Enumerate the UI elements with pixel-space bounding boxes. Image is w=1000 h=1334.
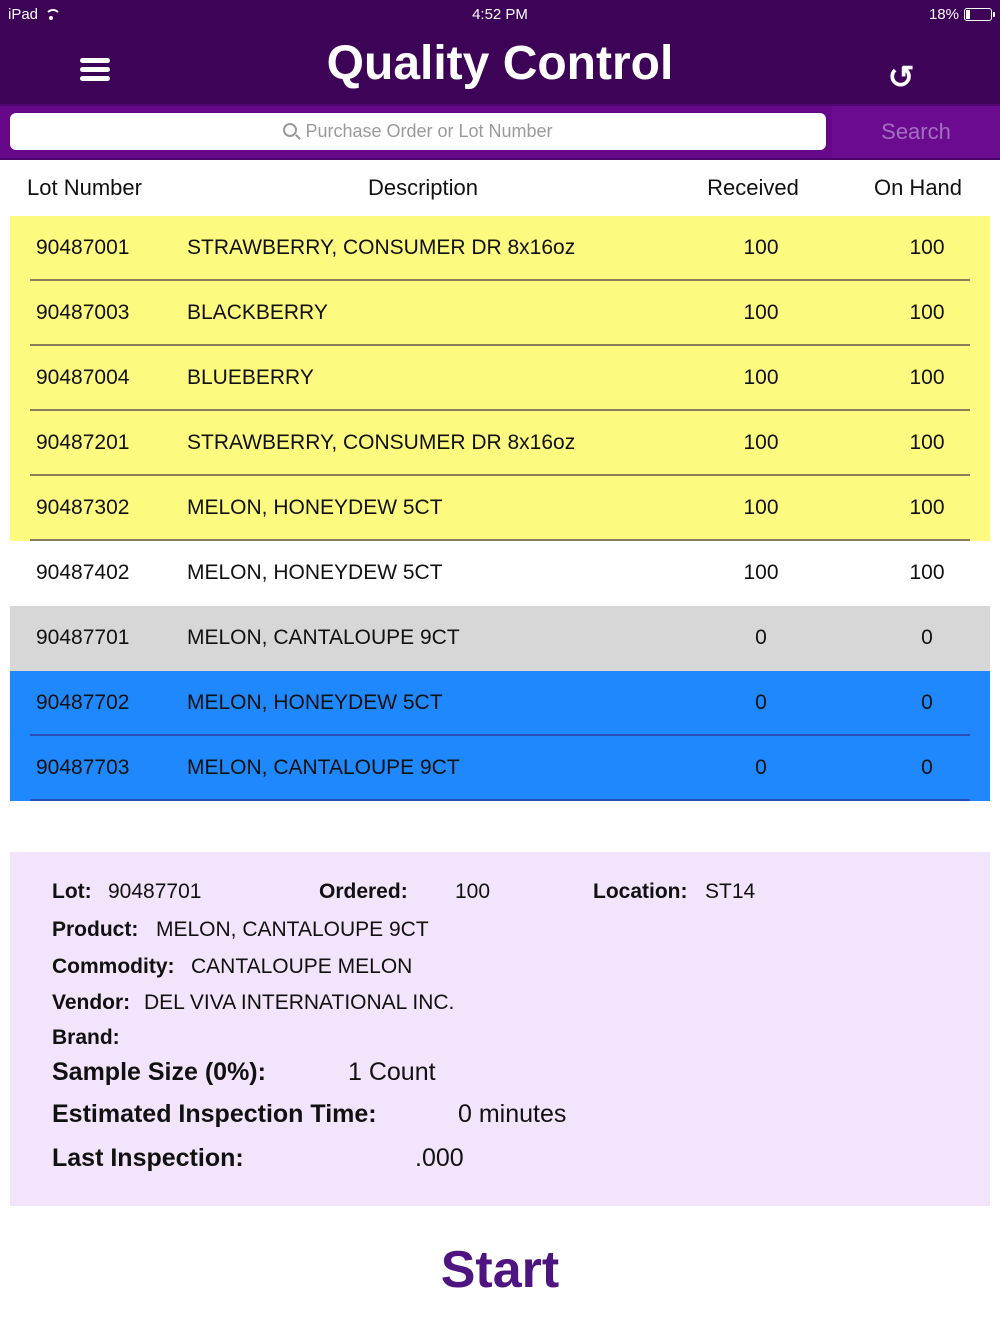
- column-header-description: Description: [367, 175, 479, 200]
- lot-label: Lot:: [52, 880, 92, 903]
- cell-lot-number: 90487703: [36, 756, 130, 779]
- cell-on-hand: 100: [909, 561, 945, 584]
- table-row[interactable]: [10, 671, 990, 736]
- device-name: iPad: [8, 6, 39, 23]
- cell-lot-number: 90487402: [36, 561, 130, 584]
- table-row[interactable]: [10, 411, 990, 476]
- column-header-on-hand: On Hand: [873, 175, 963, 200]
- cell-description: STRAWBERRY, CONSUMER DR 8x16oz: [187, 431, 576, 454]
- last-inspection-label: Last Inspection:: [52, 1144, 244, 1172]
- cell-on-hand: 100: [909, 496, 945, 519]
- cell-lot-number: 90487004: [36, 366, 130, 389]
- search-placeholder: Purchase Order or Lot Number: [305, 121, 553, 141]
- inspection-time-label: Estimated Inspection Time:: [52, 1100, 377, 1128]
- cell-description: MELON, HONEYDEW 5CT: [187, 561, 443, 584]
- cell-received: 100: [743, 366, 779, 389]
- cell-on-hand: 0: [921, 756, 933, 779]
- cell-lot-number: 90487701: [36, 626, 130, 649]
- search-button[interactable]: Search: [832, 106, 1000, 158]
- commodity-value: CANTALOUPE MELON: [191, 955, 413, 978]
- battery-icon: [964, 8, 992, 21]
- table-row[interactable]: [10, 346, 990, 411]
- location-value: ST14: [705, 880, 756, 903]
- lot-value: 90487701: [108, 880, 202, 903]
- refresh-icon[interactable]: ↺: [887, 59, 915, 95]
- page-title: Quality Control: [326, 37, 674, 90]
- status-bar: [0, 0, 1000, 28]
- commodity-label: Commodity:: [52, 955, 175, 978]
- search-bar: [0, 104, 1000, 160]
- cell-received: 100: [743, 301, 779, 324]
- cell-received: 0: [755, 756, 767, 779]
- table-row[interactable]: [10, 216, 990, 281]
- table-row[interactable]: [10, 281, 990, 346]
- navigation-bar: [0, 0, 1000, 104]
- brand-label: Brand:: [52, 1026, 120, 1049]
- cell-description: STRAWBERRY, CONSUMER DR 8x16oz: [187, 236, 576, 259]
- lot-detail-panel: [10, 852, 990, 1206]
- ordered-label: Ordered:: [319, 880, 408, 903]
- battery-percent: 18%: [928, 6, 959, 23]
- table-header: [0, 160, 1000, 216]
- lot-table: [10, 216, 990, 801]
- column-header-lot-number: Lot Number: [27, 175, 142, 200]
- sample-size-value: 1 Count: [348, 1058, 436, 1086]
- vendor-label: Vendor:: [52, 991, 131, 1014]
- row-divider: [30, 799, 970, 801]
- cell-description: MELON, CANTALOUPE 9CT: [187, 756, 460, 779]
- search-input[interactable]: [10, 113, 826, 150]
- inspection-time-value: 0 minutes: [458, 1100, 567, 1128]
- battery-fill: [966, 10, 970, 19]
- cell-on-hand: 100: [909, 366, 945, 389]
- table-row[interactable]: [10, 476, 990, 541]
- table-row[interactable]: [10, 541, 990, 606]
- cell-lot-number: 90487201: [36, 431, 130, 454]
- cell-on-hand: 0: [921, 626, 933, 649]
- cell-description: MELON, HONEYDEW 5CT: [187, 496, 443, 519]
- cell-on-hand: 100: [909, 431, 945, 454]
- cell-on-hand: 100: [909, 301, 945, 324]
- cell-received: 100: [743, 561, 779, 584]
- cell-lot-number: 90487003: [36, 301, 130, 324]
- cell-received: 0: [755, 626, 767, 649]
- vendor-value: DEL VIVA INTERNATIONAL INC.: [144, 991, 455, 1014]
- status-time: 4:52 PM: [472, 6, 528, 23]
- cell-lot-number: 90487001: [36, 236, 130, 259]
- cell-received: 100: [743, 496, 779, 519]
- cell-received: 0: [755, 691, 767, 714]
- search-icon: [283, 123, 297, 137]
- cell-lot-number: 90487702: [36, 691, 130, 714]
- cell-on-hand: 100: [909, 236, 945, 259]
- cell-description: BLACKBERRY: [187, 301, 328, 324]
- table-row[interactable]: [10, 606, 990, 671]
- ordered-value: 100: [455, 880, 491, 903]
- cell-on-hand: 0: [921, 691, 933, 714]
- cell-lot-number: 90487302: [36, 496, 130, 519]
- product-label: Product:: [52, 918, 139, 941]
- product-value: MELON, CANTALOUPE 9CT: [156, 918, 429, 941]
- cell-description: MELON, CANTALOUPE 9CT: [187, 626, 460, 649]
- cell-description: MELON, HONEYDEW 5CT: [187, 691, 443, 714]
- cell-received: 100: [743, 431, 779, 454]
- cell-description: BLUEBERRY: [187, 366, 314, 389]
- start-button[interactable]: Start: [440, 1241, 560, 1299]
- cell-received: 100: [743, 236, 779, 259]
- table-row[interactable]: [10, 736, 990, 801]
- last-inspection-value: .000: [415, 1144, 464, 1172]
- status-right: [929, 6, 992, 23]
- location-label: Location:: [593, 880, 688, 903]
- sample-size-label: Sample Size (0%):: [52, 1058, 266, 1086]
- column-header-received: Received: [707, 175, 799, 200]
